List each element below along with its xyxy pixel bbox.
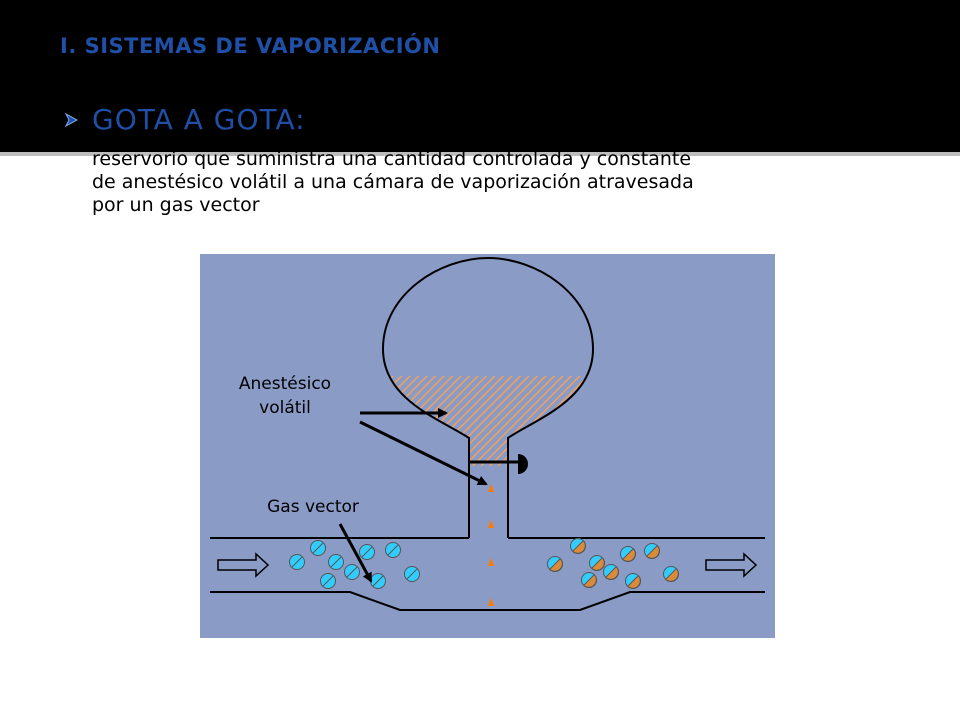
vaporizer-diagram [200,254,775,638]
description-line: por un gas vector [92,194,260,216]
gas-vector-label: Gas vector [267,497,359,517]
mixed-molecule [626,574,641,589]
anesthetic-label [230,374,340,418]
section-heading: GOTA A GOTA: [92,103,306,136]
gas-molecule [360,545,375,560]
bullet-arrow-icon [64,113,78,127]
gas-molecule [386,543,401,558]
flow-in-arrow-icon [218,554,268,576]
anesthetic-liquid [380,376,600,466]
description-line: reservorio que suministra una cantidad controlada y constante [92,148,692,170]
drop [488,520,494,528]
gas-molecule [345,565,360,580]
gas-molecule [405,567,420,582]
slide-title: I. SISTEMAS DE VAPORIZACIÓN [60,34,441,58]
description-line: de anestésico volátil a una cámara de vaporización atravesada [92,171,694,193]
drop [488,484,494,492]
gas-molecule [321,574,336,589]
gas-molecule [371,574,386,589]
drop [488,558,494,566]
mixed-molecule [582,573,597,588]
anesthetic-label-line1: Anestésico [238,374,332,394]
vaporizer-drawing [200,254,775,638]
description-text [92,148,892,217]
gas-molecule [311,541,326,556]
mixed-molecule [571,539,586,554]
mixed-molecule [590,556,605,571]
flow-out-arrow-icon [706,554,756,576]
anesthetic-label-line2: volátil [259,398,311,418]
anesthetic-drops [488,484,494,606]
mixed-molecule [645,544,660,559]
gas-molecule [329,555,344,570]
mixed-molecule [604,565,619,580]
gas-molecules-right [548,539,679,589]
tube-bottom [210,592,765,610]
drop [488,598,494,606]
mixed-molecule [621,547,636,562]
mixed-molecule [664,567,679,582]
mixed-molecule [548,557,563,572]
gas-molecule [290,555,305,570]
valve-knob-icon [518,454,528,474]
